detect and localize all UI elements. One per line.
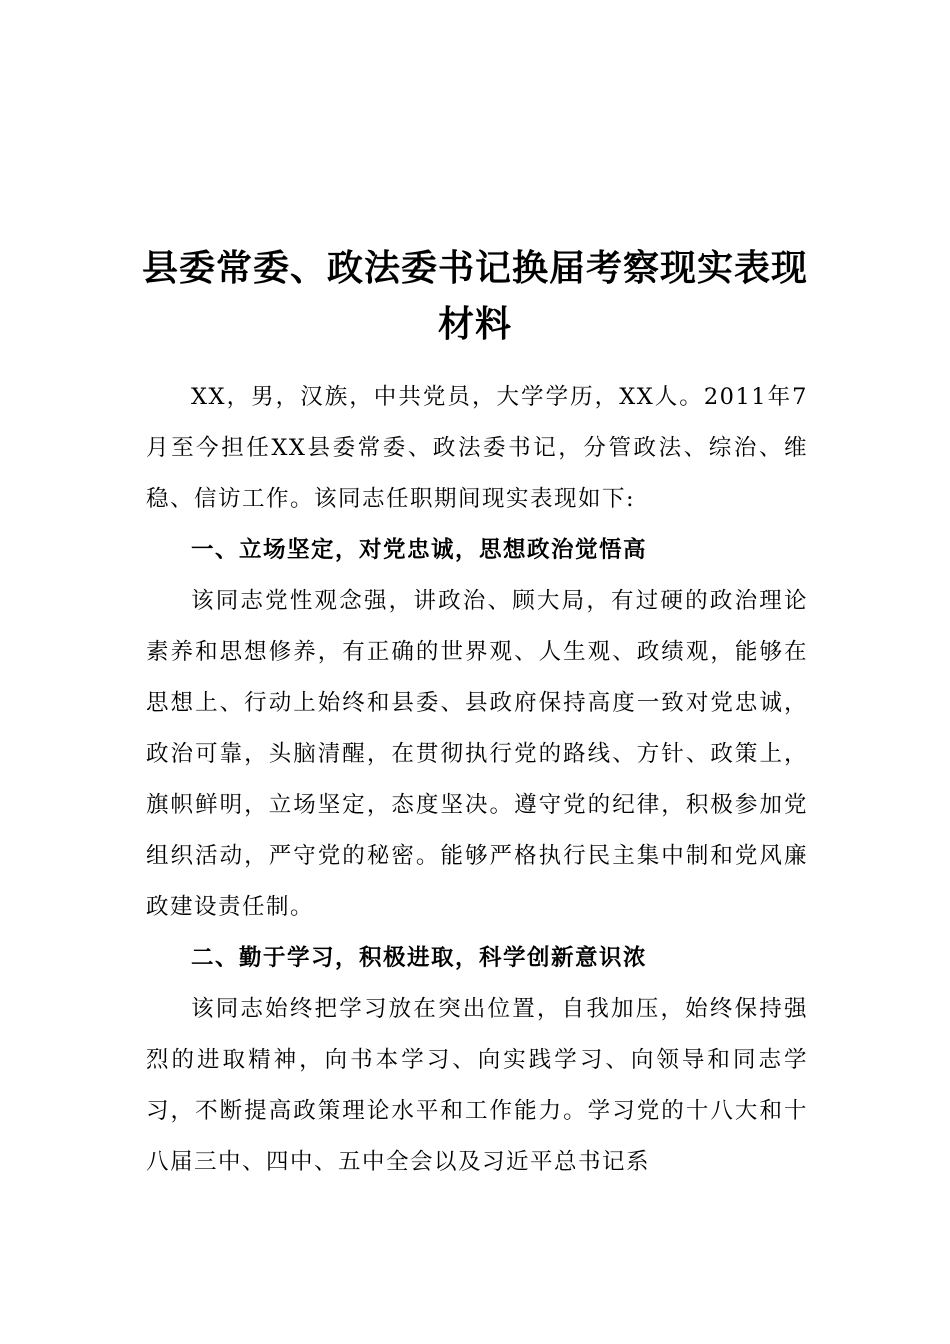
section-2-paragraph: 该同志始终把学习放在突出位置，自我加压，始终保持强烈的进取精神，向书本学习、向实践学习、向领导和同志学习，不断提高政策理论水平和工作能力。学习党的十八大和十八届三中、四中、五中全会以及习近平总书记系 xyxy=(146,996,808,1175)
section-1-paragraph: 该同志党性观念强，讲政治、顾大局，有过硬的政治理论素养和思想修养，有正确的世界观、人生观、政绩观，能够在思想上、行动上始终和县委、县政府保持高度一致对党忠诚，政治可靠，头脑清醒，在贯彻执行党的路线、方针、政策上，旗帜鲜明，立场坚定，态度坚决。遵守党的纪律，积极参加党组织活动，严守党的秘密。能够严格执行民主集中制和党风廉政建设责任制。 xyxy=(146,588,808,920)
title-line-1: 县委常委、政法委书记换届考察现实表现 xyxy=(141,247,808,289)
section-1-heading: 一、立场坚定，对党忠诚，思想政治觉悟高 xyxy=(191,537,648,563)
section-2-heading: 二、勤于学习，积极进取，科学创新意识浓 xyxy=(191,945,648,971)
document-body xyxy=(146,372,808,1188)
intro-paragraph: XX，男，汉族，中共党员，大学学历，XX人。2011年7月至今担任XX县委常委、政法委书记，分管政法、综治、维稳、信访工作。该同志任职期间现实表现如下: xyxy=(146,384,808,512)
title-line-2: 材料 xyxy=(437,303,512,345)
document-title xyxy=(140,240,810,352)
